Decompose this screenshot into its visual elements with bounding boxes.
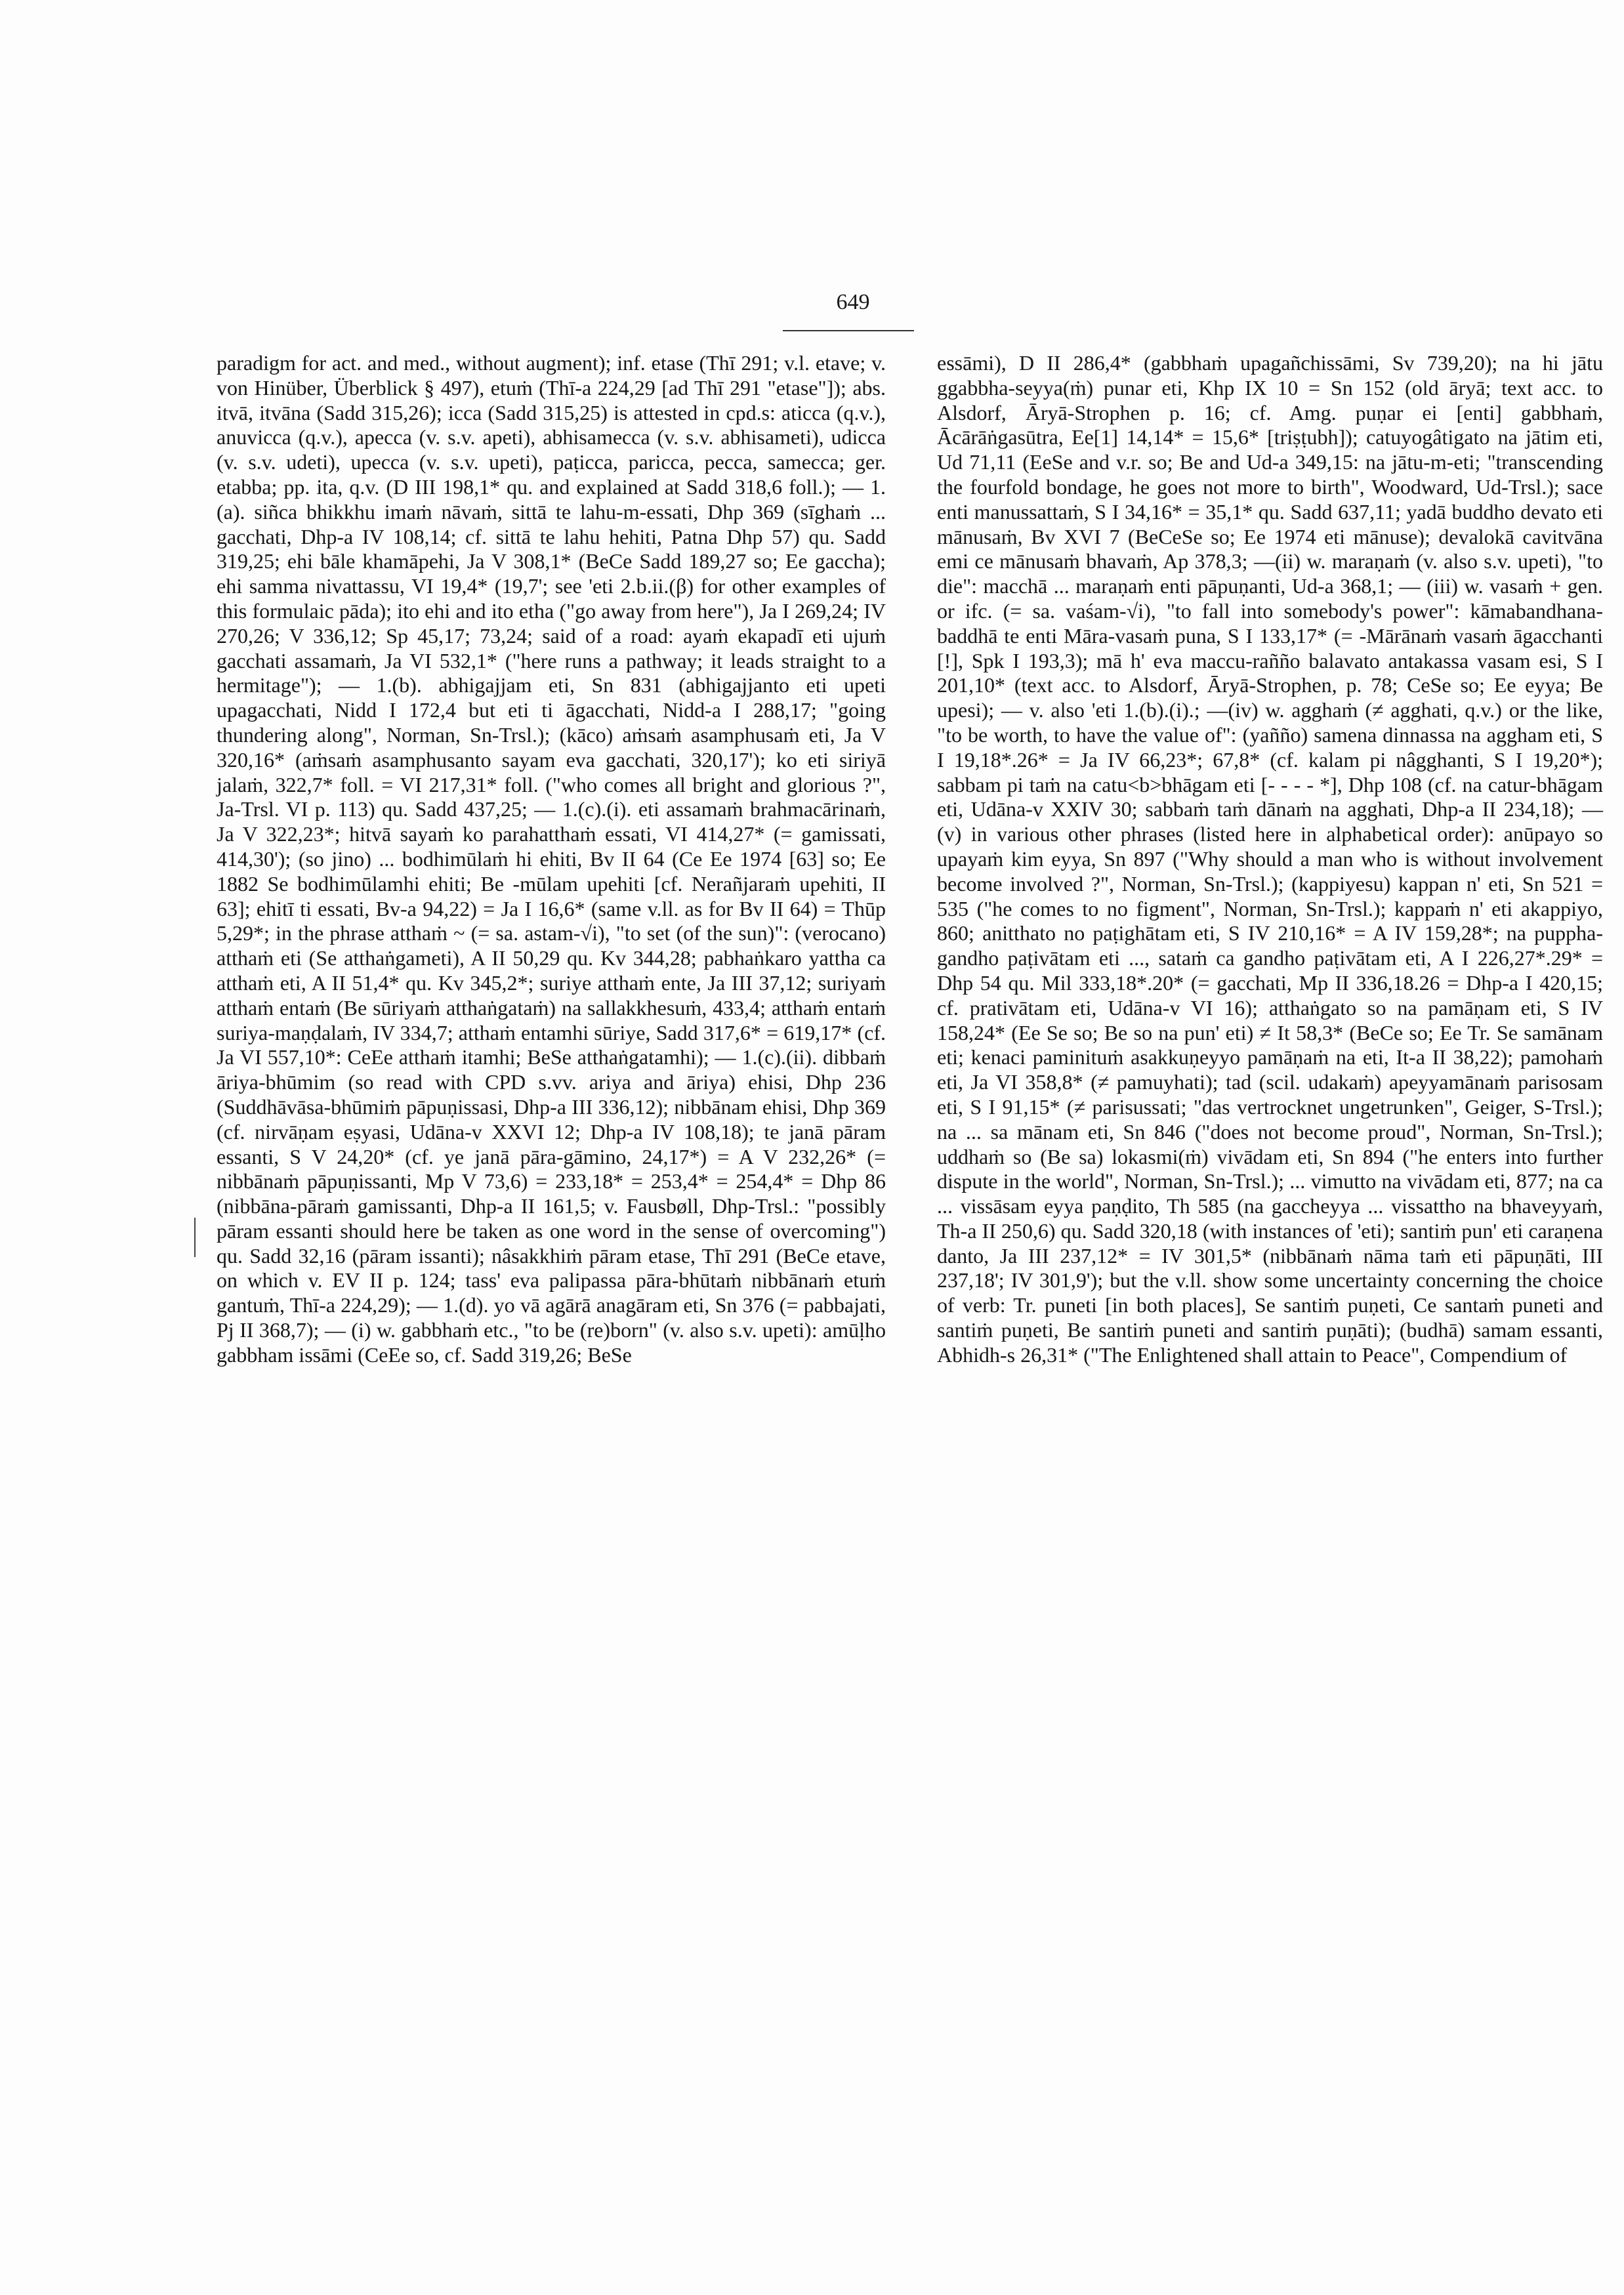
- header-rule: [783, 330, 914, 331]
- left-column-text: paradigm for act. and med., without augment); inf. etase (Thī 291; v.l. etave; v. von Hinüber, Überblick § 497), etuṁ (Thī-a 224,29 [ad Thī 291 "etase"]); abs. itvā, itvāna (Sadd 315,26); icca (Sadd 315,25) is attested in cpd.s: aticca (q.v.), anuvicca (q.v.), apecca (v. s.v. apeti), abhisamecca (v. s.v. abhisameti), udicca (v. s.v. udeti), upecca (v. s.v. upeti), paṭicca, paricca, pecca, samecca; ger. etabba; pp. ita, q.v. (D III 198,1* qu. and explained at Sadd 318,6 foll.); — 1.(a). siñca bhikkhu imaṁ nāvaṁ, sittā te lahu-m-essati, Dhp 369 (sīghaṁ ... gacchati, Dhp-a IV 108,14; cf. sittā te lahu hehiti, Patna Dhp 57) qu. Sadd 319,25; ehi bāle khamāpehi, Ja V 308,1* (BeCe Sadd 189,27 so; Ee gaccha); ehi samma nivattassu, VI 19,4* (19,7'; see 'eti 2.b.ii.(β) for other examples of this formulaic pāda); ito ehi and ito etha ("go away from here"), Ja I 269,24; IV 270,26; V 336,12; Sp 45,17; 73,24; said of a road: ayaṁ ekapadī eti ujuṁ gacchati assamaṁ, Ja VI 532,1* ("here runs a pathway; it leads straight to a hermitage"); — 1.(b). abhigajjam eti, Sn 831 (abhigajjanto eti upeti upagacchati, Nidd I 172,4 but eti ti āgacchati, Nidd-a I 288,17; "going thundering along", Norman, Sn-Trsl.); (kāco) aṁsaṁ asamphusaṁ eti, Ja V 320,16* (aṁsaṁ asamphusanto sayam eva gacchati, 320,17'); ko eti siriyā jalaṁ, 322,7* foll. = VI 217,31* foll. ("who comes all bright and glorious ?", Ja-Trsl. VI p. 113) qu. Sadd 437,25; — 1.(c).(i). eti assamaṁ brahmacārinaṁ, Ja V 322,23*; hitvā sayaṁ ko parahatthaṁ essati, VI 414,27* (= gamissati, 414,30'); (so jino) ... bodhimūlaṁ hi ehiti, Bv II 64 (Ce Ee 1974 [63] so; Ee 1882 Se bodhimūlamhi ehiti; Be -mūlam upehiti [cf. Nerañjaraṁ upehiti, II 63]; ehitī ti essati, Bv-a 94,22) = Ja I 16,6* (same v.ll. as for Bv II 64) = Thūp 5,29*; in the phrase atthaṁ ~ (= sa. astam-√i), "to set (of the sun)": (verocano) atthaṁ eti (Se atthaṅgameti), A II 50,29 qu. Kv 344,28; pabhaṅkaro yattha ca atthaṁ eti, A II 51,4* qu. Kv 345,2*; suriye atthaṁ ente, Ja III 37,12; suriyaṁ atthaṁ entaṁ (Be sūriyaṁ atthaṅgataṁ) na sallakkhesuṁ, 433,4; atthaṁ entaṁ suriya-maṇḍalaṁ, IV 334,7; atthaṁ entamhi sūriye, Sadd 317,6* = 619,17* (cf. Ja VI 557,10*: CeEe atthaṁ itamhi; BeSe atthaṅgatamhi); — 1.(c).(ii). dibbaṁ āriya-bhūmim (so read with CPD s.vv. ariya and āriya) ehisi, Dhp 236 (Suddhāvāsa-bhūmiṁ pāpuṇissasi, Dhp-a III 336,12); nibbānam ehisi, Dhp 369 (cf. nirvāṇam eṣyasi, Udāna-v XXVI 12; Dhp-a IV 108,18); te janā pāram essanti, S V 24,20* (cf. ye janā pāra-gāmino, 24,17*) = A V 232,26* (= nibbānaṁ pāpuṇissanti, Mp V 73,6) = 233,18* = 253,4* = 254,4* = Dhp 86 (nibbāna-pāraṁ gamissanti, Dhp-a II 161,5; v. Fausbøll, Dhp-Trsl.: "possibly pāram essanti should here be taken as one word in the sense of overcoming") qu. Sadd 32,16 (pāram issanti); nâsakkhiṁ pāram etase, Thī 291 (BeCe etave, on which v. EV II p. 124; tass' eva palipassa pāra-bhūtaṁ nibbānaṁ etuṁ gantuṁ, Thī-a 224,29); — 1.(d). yo vā agārā anagāram eti, Sn 376 (= pabbajati, Pj II 368,7); — (i) w. gabbhaṁ etc., "to be (re)born" (v. also s.v. upeti): amūḷho gabbham issāmi (CeEe so, cf. Sadd 319,26; BeSe: [217, 351, 891, 1367]
- page-number: 649: [836, 290, 870, 314]
- right-column-text: essāmi), D II 286,4* (gabbhaṁ upagañchissāmi, Sv 739,20); na hi jātu ggabbha-seyya(ṁ) punar eti, Khp IX 10 = Sn 152 (old āryā; text acc. to Alsdorf, Āryā-Strophen p. 16; cf. Amg. puṇar ei [enti] gabbhaṁ, Ācārāṅgasūtra, Ee[1] 14,14* = 15,6* [triṣṭubh]); catuyogâtigato na jātim eti, Ud 71,11 (EeSe and v.r. so; Be and Ud-a 349,15: na jātu-m-eti; "transcending the fourfold bondage, he goes not more to birth", Woodward, Ud-Trsl.); sace enti manussattaṁ, S I 34,16* = 35,1* qu. Sadd 637,11; yadā buddho devato eti mānusaṁ, Bv XVI 7 (BeCeSe so; Ee 1974 eti mānuse); devalokā cavitvāna emi ce mānusaṁ bhavaṁ, Ap 378,3; —(ii) w. maraṇaṁ (v. also s.v. upeti), "to die": macchā ... maraṇaṁ enti pāpuṇanti, Ud-a 368,1; — (iii) w. vasaṁ + gen. or ifc. (= sa. vaśam-√i), "to fall into somebody's power": kāmabandhana-baddhā te enti Māra-vasaṁ puna, S I 133,17* (= -Mārānaṁ vasaṁ āgacchanti [!], Spk I 193,3); mā h' eva maccu-rañño balavato antakassa vasam esi, S I 201,10* (text acc. to Alsdorf, Āryā-Strophen, p. 78; CeSe so; Ee eyya; Be upesi); — v. also 'eti 1.(b).(i).; —(iv) w. agghaṁ (≠ agghati, q.v.) or the like, "to be worth, to have the value of": (yañño) samena dinnassa na aggham eti, S I 19,18*.26* = Ja IV 66,23*; 67,8* (cf. kalam pi nâgghanti, S I 19,20*); sabbam pi taṁ na catu<b>bhāgam eti [- - - - *], Dhp 108 (cf. na catur-bhāgam eti, Udāna-v XXIV 30; sabbaṁ taṁ dānaṁ na agghati, Dhp-a II 234,18); — (v) in various other phrases (listed here in alphabetical order): anūpayo so upayaṁ kim eyya, Sn 897 ("Why should a man who is without involvement become involved ?", Norman, Sn-Trsl.); (kappiyesu) kappan n' eti, Sn 521 = 535 ("he comes to no figment", Norman, Sn-Trsl.); kappaṁ n' eti akappiyo, 860; anitthato no paṭighātam eti, S IV 210,16* = A IV 159,28*; na puppha-gandho paṭivātam eti ..., sataṁ ca gandho paṭivātam eti, A I 226,27*.29* = Dhp 54 qu. Mil 333,18*.20* (= gacchati, Mp II 336,18.26 = Dhp-a I 420,15; cf. prativātam eti, Udāna-v VI 16); atthaṅgato so na pamāṇam eti, S IV 158,24* (Ee Se so; Be so na pun' eti) ≠ It 58,3* (BeCe so; Ee Tr. Se samānam eti; kenaci paminituṁ asakkuṇeyyo pamāṇaṁ na eti, It-a II 38,22); pamohaṁ eti, Ja VI 358,8* (≠ pamuyhati); tad (scil. udakaṁ) apeyyamānaṁ parisosam eti, S I 91,15* (≠ parisussati; "das vertrocknet ungetrunken", Geiger, S-Trsl.); na ... sa mānam eti, Sn 846 ("does not become proud", Norman, Sn-Trsl.); uddhaṁ so (Be sa) lokasmi(ṁ) vivādam eti, Sn 894 ("he enters into further dispute in the world", Norman, Sn-Trsl.); ... vimutto na vivādam eti, 877; na ca ... vissāsam eyya paṇḍito, Th 585 (na gaccheyya ... vissattho na bhaveyyaṁ, Th-a II 250,6) qu. Sadd 320,18 (with instances of 'eti); santiṁ pun' eti caraṇena danto, Ja III 237,12* = IV 301,5* (nibbānaṁ nāma taṁ eti pāpuṇāti, III 237,18'; IV 301,9'); but the v.ll. show some uncertainty concerning the choice of verb: Tr. puneti [in both places], Se santiṁ puṇeti, Ce santaṁ puneti and santiṁ puṇeti, Be santiṁ puneti and santiṁ puṇāti); (budhā) samam essanti, Abhidh-s 26,31* ("The Enlightened shall attain to Peace", Compendium of: [937, 351, 1608, 1367]
- margin-mark: [194, 1218, 196, 1257]
